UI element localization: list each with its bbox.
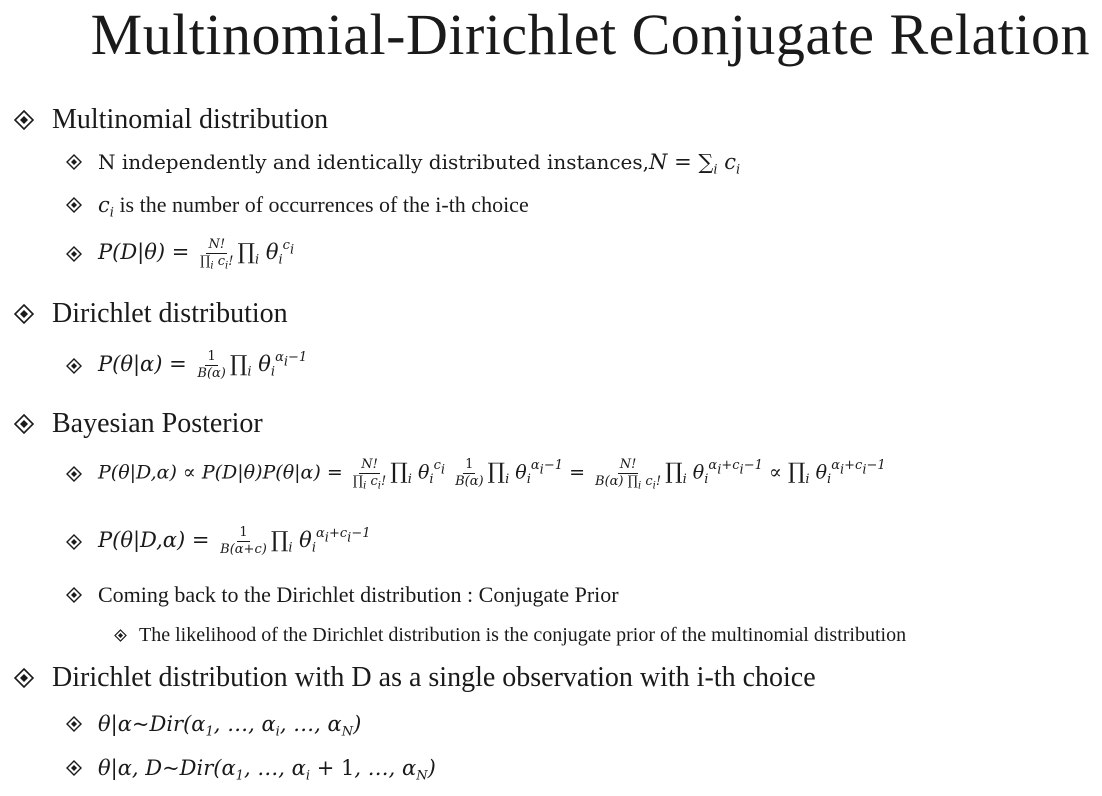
- item-text: N independently and identically distributed instances,: [98, 150, 650, 174]
- item-text: is the number of occurrences of the i-th choice: [113, 192, 529, 217]
- diamond-bullet-icon: [66, 534, 82, 550]
- list-item: [66, 582, 619, 608]
- item-text: Coming back to the Dirichlet distribution : Conjugate Prior: [98, 582, 619, 607]
- formula-dirichlet: P(θ|α) = $\frac{1}{B(\alpha)}$ $\prod_i$ $\theta_i^{\alpha_i-1}$: [98, 349, 308, 381]
- slide-title: Multinomial-Dirichlet Conjugate Relation: [90, 2, 1090, 67]
- diamond-bullet-icon: [14, 110, 34, 130]
- section-multinomial: [14, 104, 328, 136]
- diamond-bullet-icon: [66, 716, 82, 732]
- list-item: [66, 457, 886, 492]
- list-item: [66, 237, 295, 272]
- section-heading: Bayesian Posterior: [52, 408, 263, 439]
- diamond-bullet-icon: [14, 304, 34, 324]
- diamond-bullet-icon: [66, 246, 82, 262]
- section-bayesian-posterior: [14, 408, 263, 440]
- formula-posterior-derivation: P(θ|D,α) ∝ P(D|θ)P(θ|α) = $\frac{N!}{\prod_i c_i!}$ $\prod_i$ $\theta_i^{c_i}$ $\frac{1}{B(\alpha)}$ $\prod_i$ $\theta_i^{\alpha_i-1}$ = $\frac{N!}{B(\alpha) \prod_i c_i!}$ $\prod_i$ $\theta_i^{\alpha_i+c_i-1}$ ∝ $\prod_i$ $\theta_i^{\alpha_i+c_i-1}$: [98, 457, 886, 492]
- diamond-bullet-icon: [66, 197, 82, 213]
- formula-multinomial: P(D|θ) = $\frac{N!}{\prod_i c_i!}$ $\prod_i$ $\theta_i^{c_i}$: [98, 237, 295, 272]
- subitem-text: The likelihood of the Dirichlet distribution is the conjugate prior of the multinomial distribution: [139, 624, 907, 646]
- section-single-observation: [14, 662, 816, 694]
- list-subitem: [114, 624, 906, 647]
- list-item: [66, 150, 741, 178]
- diamond-bullet-icon: [66, 466, 82, 482]
- section-heading: Dirichlet distribution: [52, 298, 288, 329]
- diamond-bullet-icon: [66, 760, 82, 776]
- list-item: [66, 526, 370, 557]
- list-item: [66, 756, 436, 784]
- section-heading: Multinomial distribution: [52, 104, 329, 135]
- formula-posterior-dir: θ|α, $D\sim Dir(\alpha_1$, …, $\alpha_i + 1$, …, $\alpha_N$): [98, 756, 436, 784]
- diamond-bullet-icon: [66, 587, 82, 603]
- item-math: $c_i$: [98, 193, 114, 221]
- diamond-bullet-icon: [14, 668, 34, 688]
- diamond-bullet-icon: [66, 154, 82, 170]
- diamond-bullet-icon: [114, 629, 127, 642]
- diamond-bullet-icon: [66, 358, 82, 374]
- section-heading: Dirichlet distribution with D as a single observation with i-th choice: [52, 662, 816, 693]
- diamond-bullet-icon: [14, 414, 34, 434]
- item-math: $N = \sum_i$ $c_i$: [649, 150, 741, 178]
- list-item: [66, 350, 307, 381]
- section-dirichlet: [14, 298, 288, 330]
- list-item: [66, 192, 529, 221]
- list-item: [66, 712, 362, 740]
- formula-prior-dir: $\theta|\alpha\sim Dir(\alpha_1$, …, $\alpha_i$, …, $\alpha_N$): [98, 712, 362, 740]
- formula-posterior: P(θ|D,α) = $\frac{1}{B(\alpha+c)}$ $\prod_i$ $\theta_i^{\alpha_i+c_i-1}$: [98, 525, 371, 557]
